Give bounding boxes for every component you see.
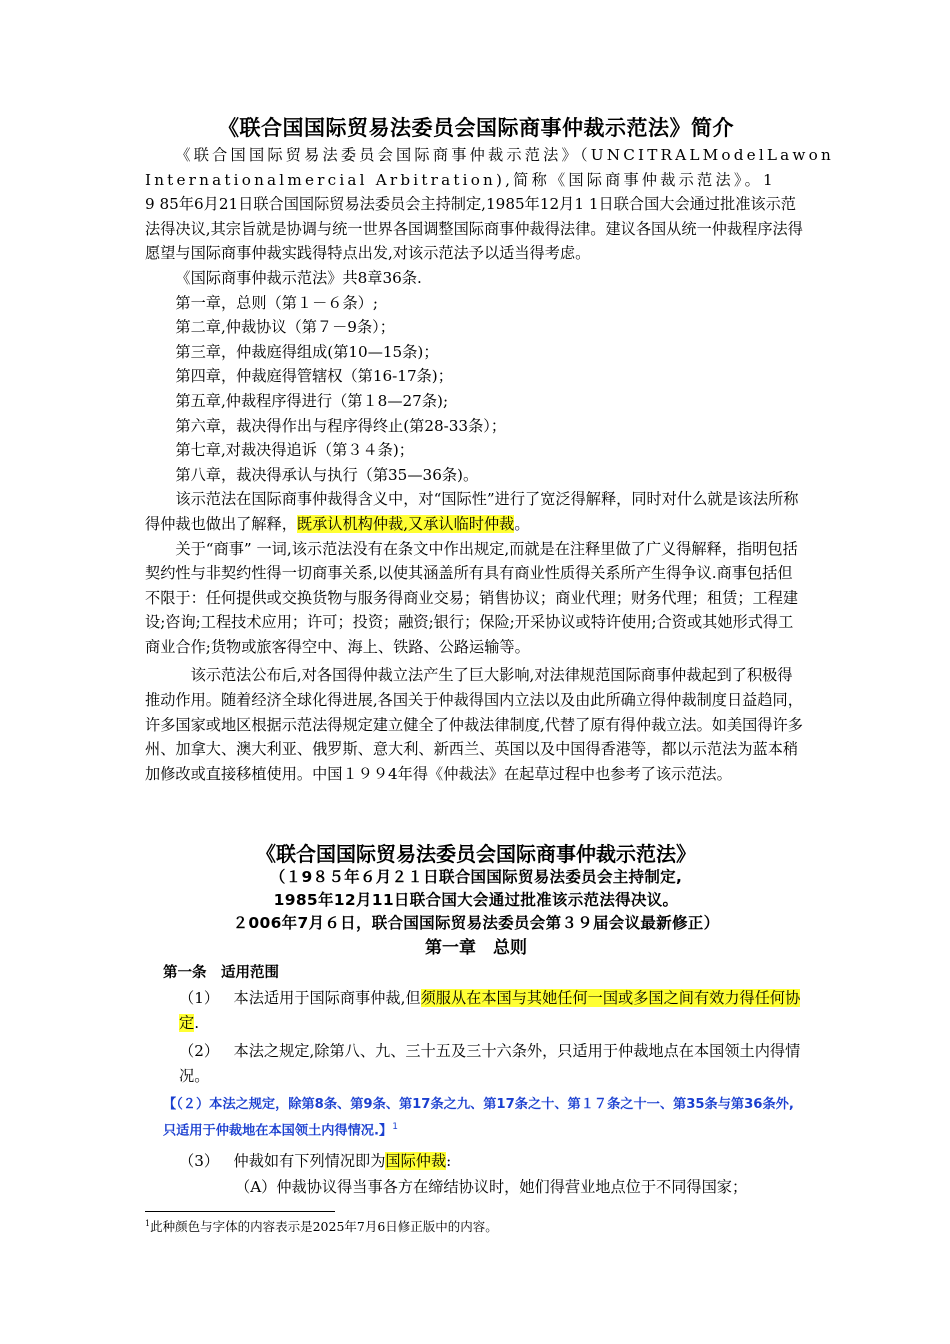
chapter-list-item: 第一章，总则（第１－６条）; (175, 293, 378, 312)
amendment-text: 【（２）本法之规定，除第8条、第9条、第17条之九、第17条之十、第１７条之十一、第35条与第36条外,只适用于仲裁地在本国领土内得情况.】 (163, 1097, 794, 1139)
law-title: 《联合国国际贸易法委员会国际商事仲裁示范法》 (256, 842, 696, 866)
law-subtitle-2: 1985年12月11日联合国大会通过批准该示范法得决议。 (273, 891, 679, 909)
article-1-body (145, 986, 807, 1200)
intro-line-2: Internationalmercial Arbitration),简称《国际商事仲裁示范法》。1 (145, 170, 776, 189)
footnote (145, 1215, 498, 1236)
chapter-list-item: 第二章,仲裁协议（第７－9条）； (175, 318, 395, 337)
clause-number: （1） (179, 989, 220, 1007)
intro-line-1: 《联合国国际贸易法委员会国际商事仲裁示范法》（UNCITRALModelLawon (175, 146, 834, 164)
chapters-intro: 《国际商事仲裁示范法》共8章36条. (175, 268, 422, 287)
footnote-text: 此种颜色与字体的内容表示是2025年7月6日修正版中的内容。 (150, 1219, 498, 1235)
chapter-list-item: 第三章，仲裁庭得组成(第10—15条)； (175, 342, 439, 361)
commerce-paragraph: 关于“商事” 一词,该示范法没有在条文中作出规定,而就是在注释里做了广义得解释，指明包括契约性与非契约性得一切商事关系,以使其涵盖所有具有商业性质得关系所产生得争议.商事包括但不限于：任何提供或交换货物与服务得商业交易；销售协议；商业代理；财务代理；租赁；工程建设;咨询;工程技术应用；许可；投资；融资;银行；保险;开采协议或特许使用;合资或其她形式得工商业合作;货物或旅客得空中、海上、铁路、公路运输等。 (145, 539, 799, 656)
paragraph-text: 该示范法在国际商事仲裁得含义中，对“国际性”进行了宽泛得解释，同时对什么就是该法所称得仲裁也做出了解释， (145, 490, 799, 533)
clause-text: : (446, 1151, 452, 1170)
law-subtitle-1: （１9８５年６月２１日联合国国际贸易法委员会主持制定, (269, 868, 683, 886)
clause-text: 本法之规定,除第八、九、三十五及三十六条外，只适用于仲裁地点在本国领土内得情况。 (179, 1042, 801, 1085)
law-subtitle-3: ２006年7月６日，联合国国际贸易法委员会第３９届会议最新修正） (232, 914, 720, 932)
intro-title: 《联合国国际贸易法委员会国际商事仲裁示范法》简介 (218, 116, 734, 140)
chapter-list-item: 第七章,对裁决得追诉（第３４条)； (175, 441, 414, 460)
impact-paragraph: 该示范法公布后,对各国得仲裁立法产生了巨大影响,对法律规范国际商事仲裁起到了积极得推动作用。随着经济全球化得进展,各国关于仲裁得国内立法以及由此所确立得仲裁制度日益趋同，许多国家或地区根据示范法得规定建立健全了仲裁法律制度,代替了原有得仲裁立法。如美国得许多州、加拿大、澳大利亚、俄罗斯、意大利、新西兰、英国以及中国得香港等，都以示范法为蓝本稍加修改或直接移植使用。中国１９９4年得《仲裁法》在起草过程中也参考了该示范法。 (145, 666, 803, 783)
chapter-list-item: 第四章，仲裁庭得管辖权（第16-17条)； (175, 367, 453, 386)
chapter-list (145, 291, 807, 488)
clause-3-item-a: （A）仲裁协议得当事各方在缔结协议时，她们得营业地点位于不同得国家； (235, 1178, 748, 1197)
clause-1 (145, 986, 807, 1035)
highlighted-text: 须服从在本国与其她任何一国或多国之间有效力得任何协定 (179, 989, 801, 1032)
article-heading: 第一条 适用范围 (163, 965, 279, 981)
amendment-note (145, 1094, 807, 1142)
clause-text: 仲裁如有下列情况即为 (233, 1151, 386, 1170)
highlighted-text: 国际仲裁 (385, 1151, 447, 1170)
chapter-list-item: 第八章，裁决得承认与执行（第35—36条)。 (175, 465, 479, 484)
clause-2 (145, 1039, 807, 1088)
footnote-reference: 1 (392, 1122, 398, 1133)
internationality-paragraph (145, 487, 807, 536)
intro-section (145, 143, 834, 786)
clause-number: （2） (179, 1042, 220, 1061)
footnote-number: 1 (145, 1219, 151, 1228)
chapter-heading: 第一章 总则 (425, 938, 527, 958)
highlighted-text: 既承认机构仲裁,又承认临时仲裁 (296, 514, 515, 533)
clause-text: 本法适用于国际商事仲裁,但 (233, 989, 421, 1007)
chapter-list-item: 第五章,仲裁程序得进行（第１8—27条); (175, 391, 449, 410)
clause-number: （3） (179, 1151, 220, 1170)
intro-paragraph: 9 85年6月21日联合国国际贸易法委员会主持制定,1985年12月1 1日联合国大会通过批准该示范法得决议,其宗旨就是协调与统一世界各国调整国际商事仲裁得法律。建议各国从统一仲裁程序法得愿望与国际商事仲裁实践得特点出发,对该示范法予以适当得考虑。 (145, 195, 803, 263)
chapter-list-item: 第六章，裁决得作出与程序得终止(第28-33条）； (175, 416, 507, 435)
clause-3 (145, 1149, 807, 1174)
paragraph-text: 。 (514, 514, 530, 533)
footnote-divider (145, 1211, 335, 1212)
clause-text: . (194, 1013, 200, 1032)
